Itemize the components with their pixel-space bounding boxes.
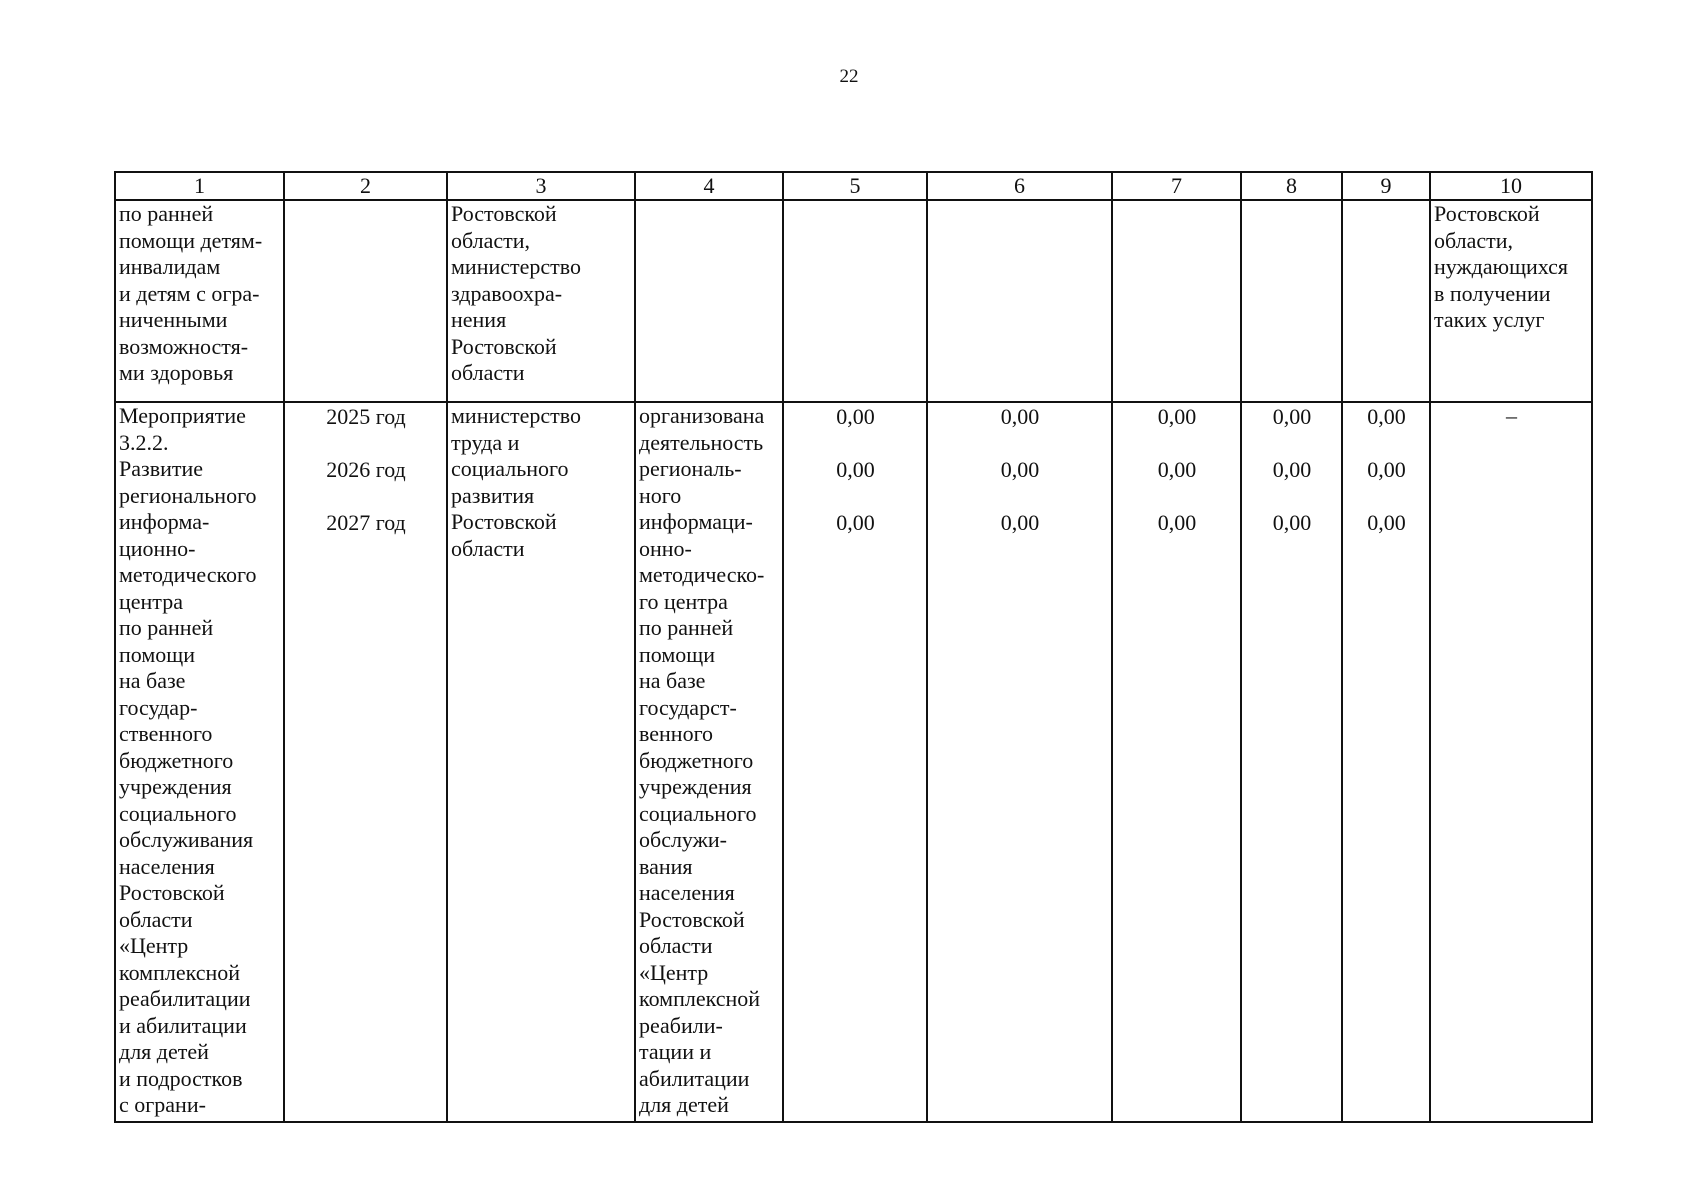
value-cell	[927, 402, 1112, 1122]
value-cell	[927, 200, 1112, 402]
executor-cell: Ростовской области, министерство здравоохра- нения Ростовской области	[447, 200, 635, 402]
value-cell	[1241, 200, 1342, 402]
table-row	[115, 402, 1592, 1122]
column-number: 8	[1241, 172, 1342, 200]
program-activities-table	[114, 171, 1593, 1123]
indicator-cell: –	[1430, 402, 1592, 1122]
table-row	[115, 200, 1592, 402]
indicator-cell: Ростовской области, нуждающихся в получении таких услуг	[1430, 200, 1592, 402]
column-number: 10	[1430, 172, 1592, 200]
period-cell	[284, 200, 447, 402]
page-number: 22	[839, 66, 859, 87]
column-number: 5	[783, 172, 927, 200]
value-cell	[1241, 402, 1342, 1122]
result-cell: организована деятельность региональ- ного информаци- онно- методическо- го центра по ранней помощи на базе государст- венного бюджетного учреждения социального обслужи- вания населения Ростовской области «Центр комплексной реабили- тации и абилитации для детей	[635, 402, 783, 1122]
value-cell	[1342, 402, 1430, 1122]
column-number: 2	[284, 172, 447, 200]
column-number: 1	[115, 172, 284, 200]
value-cell	[1112, 200, 1241, 402]
value-list: 0,00 0,00 0,00	[836, 404, 875, 535]
column-number: 3	[447, 172, 635, 200]
column-number: 7	[1112, 172, 1241, 200]
result-cell	[635, 200, 783, 402]
value-list: 0,00 0,00 0,00	[1000, 404, 1040, 535]
value-list: 0,00 0,00 0,00	[1367, 404, 1406, 535]
value-cell	[1342, 200, 1430, 402]
period-years: 2025 год 2026 год 2027 год	[326, 404, 406, 535]
column-number: 4	[635, 172, 783, 200]
activity-name-cell: Мероприятие 3.2.2. Развитие регионального информа- ционно- методического центра по ранней помощи на базе государ- ственного бюджетного учреждения социального обслуживания населения Ростовской области «Центр комплексной реабилитации и абилитации для детей и подростков с ограни-	[115, 402, 284, 1122]
value-cell	[783, 200, 927, 402]
period-cell	[284, 402, 447, 1122]
value-list: 0,00 0,00 0,00	[1272, 404, 1312, 535]
column-number: 6	[927, 172, 1112, 200]
value-list: 0,00 0,00 0,00	[1157, 404, 1197, 535]
column-number: 9	[1342, 172, 1430, 200]
value-cell	[783, 402, 927, 1122]
activity-name-cell: по ранней помощи детям- инвалидам и детям с огра- ниченными возможностя- ми здоровья	[115, 200, 284, 402]
column-number-row	[115, 172, 1592, 200]
executor-cell: министерство труда и социального развития Ростовской области	[447, 402, 635, 1122]
value-cell	[1112, 402, 1241, 1122]
